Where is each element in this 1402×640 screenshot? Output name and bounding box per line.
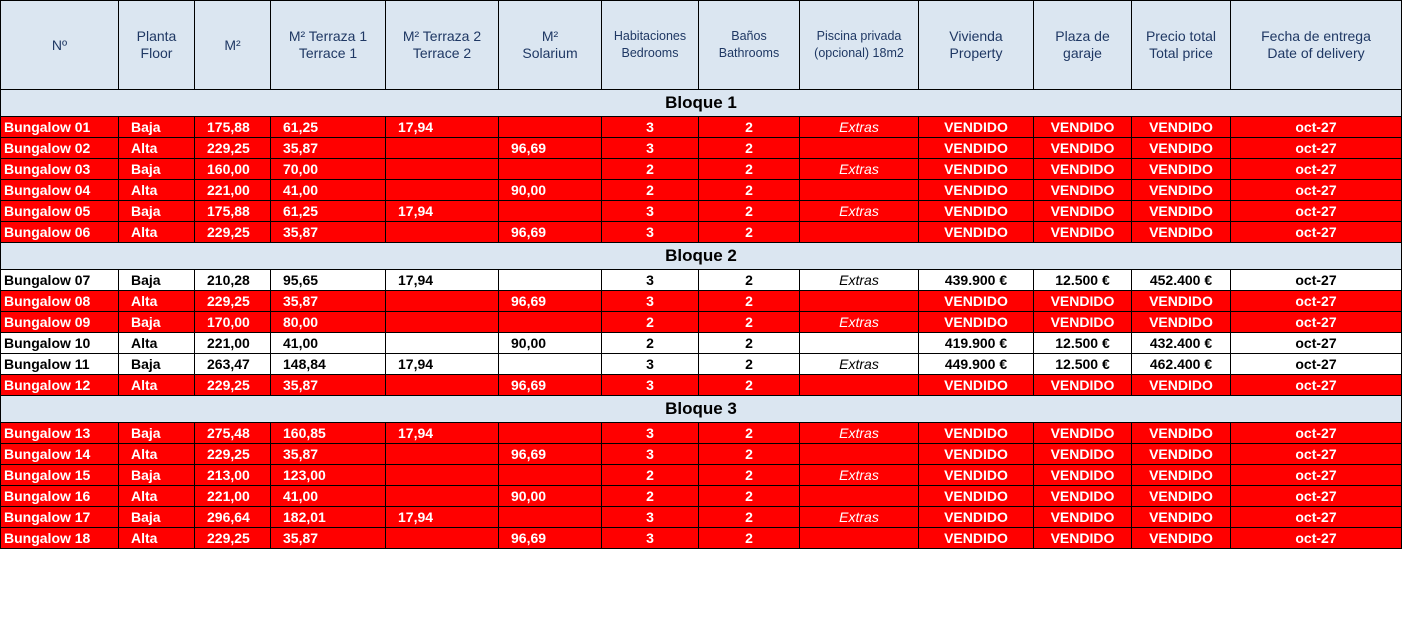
cell-garage-price: 12.500 €: [1034, 354, 1132, 375]
cell-terrace-1: 148,84: [271, 354, 386, 375]
cell-total-price: VENDIDO: [1132, 528, 1231, 549]
cell-private-pool: [800, 333, 919, 354]
cell-bedrooms: 3: [602, 375, 699, 396]
cell-garage-price: VENDIDO: [1034, 291, 1132, 312]
cell-bathrooms: 2: [699, 444, 800, 465]
cell-floor: Alta: [119, 180, 195, 201]
cell-total-price: VENDIDO: [1132, 159, 1231, 180]
cell-garage-price: VENDIDO: [1034, 486, 1132, 507]
cell-private-pool: [800, 291, 919, 312]
cell-bedrooms: 3: [602, 528, 699, 549]
cell-bathrooms: 2: [699, 333, 800, 354]
cell-property-price: VENDIDO: [919, 138, 1034, 159]
table-row: [1, 507, 1402, 528]
cell-terrace-1: 41,00: [271, 180, 386, 201]
cell-floor: Alta: [119, 444, 195, 465]
table-body: [1, 90, 1402, 549]
cell-bedrooms: 2: [602, 312, 699, 333]
cell-solarium: 96,69: [499, 375, 602, 396]
cell-total-price: 462.400 €: [1132, 354, 1231, 375]
cell-bedrooms: 3: [602, 507, 699, 528]
cell-property-price: VENDIDO: [919, 444, 1034, 465]
cell-property-price: 419.900 €: [919, 333, 1034, 354]
cell-total-price: 452.400 €: [1132, 270, 1231, 291]
cell-floor: Baja: [119, 354, 195, 375]
cell-private-pool: Extras: [800, 354, 919, 375]
cell-bathrooms: 2: [699, 222, 800, 243]
cell-bedrooms: 2: [602, 486, 699, 507]
cell-property-price: VENDIDO: [919, 507, 1034, 528]
cell-garage-price: VENDIDO: [1034, 375, 1132, 396]
cell-delivery-date: oct-27: [1231, 354, 1402, 375]
table-row: [1, 486, 1402, 507]
col-header-solarium: M² Solarium: [499, 1, 602, 90]
cell-unit-number: Bungalow 02: [1, 138, 119, 159]
col-header-bathrooms: Baños Bathrooms: [699, 1, 800, 90]
cell-terrace-2: 17,94: [386, 117, 499, 138]
table-row: [1, 375, 1402, 396]
cell-floor: Baja: [119, 270, 195, 291]
cell-floor: Baja: [119, 312, 195, 333]
cell-floor: Alta: [119, 138, 195, 159]
cell-bathrooms: 2: [699, 507, 800, 528]
cell-property-price: VENDIDO: [919, 180, 1034, 201]
cell-private-pool: [800, 138, 919, 159]
cell-private-pool: Extras: [800, 312, 919, 333]
cell-bathrooms: 2: [699, 486, 800, 507]
cell-garage-price: VENDIDO: [1034, 180, 1132, 201]
cell-solarium: [499, 159, 602, 180]
cell-area-m2: 229,25: [195, 222, 271, 243]
cell-unit-number: Bungalow 08: [1, 291, 119, 312]
block-header-row: [1, 396, 1402, 423]
col-header-delivery-date: Fecha de entrega Date of delivery: [1231, 1, 1402, 90]
cell-solarium: 96,69: [499, 222, 602, 243]
cell-terrace-2: [386, 486, 499, 507]
cell-bedrooms: 2: [602, 159, 699, 180]
cell-unit-number: Bungalow 07: [1, 270, 119, 291]
cell-delivery-date: oct-27: [1231, 291, 1402, 312]
cell-solarium: 96,69: [499, 138, 602, 159]
cell-garage-price: VENDIDO: [1034, 222, 1132, 243]
cell-terrace-2: [386, 333, 499, 354]
cell-floor: Baja: [119, 117, 195, 138]
cell-terrace-2: [386, 159, 499, 180]
cell-terrace-1: 35,87: [271, 291, 386, 312]
cell-garage-price: VENDIDO: [1034, 444, 1132, 465]
table-row: [1, 291, 1402, 312]
cell-delivery-date: oct-27: [1231, 159, 1402, 180]
cell-terrace-2: [386, 465, 499, 486]
block-title: Bloque 2: [1, 243, 1402, 270]
cell-total-price: VENDIDO: [1132, 138, 1231, 159]
cell-private-pool: Extras: [800, 201, 919, 222]
cell-floor: Alta: [119, 291, 195, 312]
cell-floor: Alta: [119, 222, 195, 243]
cell-terrace-2: 17,94: [386, 423, 499, 444]
cell-garage-price: VENDIDO: [1034, 312, 1132, 333]
table-row: [1, 159, 1402, 180]
cell-solarium: 90,00: [499, 333, 602, 354]
cell-private-pool: Extras: [800, 423, 919, 444]
cell-bathrooms: 2: [699, 354, 800, 375]
cell-floor: Baja: [119, 465, 195, 486]
cell-terrace-2: [386, 180, 499, 201]
col-header-garage: Plaza de garaje: [1034, 1, 1132, 90]
cell-unit-number: Bungalow 13: [1, 423, 119, 444]
cell-garage-price: VENDIDO: [1034, 528, 1132, 549]
cell-delivery-date: oct-27: [1231, 333, 1402, 354]
cell-terrace-2: [386, 528, 499, 549]
cell-delivery-date: oct-27: [1231, 423, 1402, 444]
cell-total-price: VENDIDO: [1132, 180, 1231, 201]
cell-private-pool: Extras: [800, 159, 919, 180]
cell-terrace-1: 35,87: [271, 222, 386, 243]
cell-area-m2: 213,00: [195, 465, 271, 486]
cell-unit-number: Bungalow 17: [1, 507, 119, 528]
table-row: [1, 465, 1402, 486]
cell-area-m2: 275,48: [195, 423, 271, 444]
cell-property-price: VENDIDO: [919, 423, 1034, 444]
cell-garage-price: VENDIDO: [1034, 423, 1132, 444]
cell-solarium: [499, 465, 602, 486]
table-row: [1, 312, 1402, 333]
cell-area-m2: 210,28: [195, 270, 271, 291]
table-row: [1, 444, 1402, 465]
cell-private-pool: Extras: [800, 507, 919, 528]
cell-floor: Alta: [119, 333, 195, 354]
block-header-row: [1, 243, 1402, 270]
cell-garage-price: 12.500 €: [1034, 333, 1132, 354]
cell-total-price: VENDIDO: [1132, 465, 1231, 486]
cell-terrace-1: 35,87: [271, 375, 386, 396]
cell-private-pool: [800, 444, 919, 465]
cell-total-price: VENDIDO: [1132, 117, 1231, 138]
cell-property-price: VENDIDO: [919, 375, 1034, 396]
cell-area-m2: 229,25: [195, 444, 271, 465]
cell-delivery-date: oct-27: [1231, 312, 1402, 333]
cell-floor: Alta: [119, 528, 195, 549]
cell-bedrooms: 3: [602, 201, 699, 222]
cell-terrace-1: 61,25: [271, 201, 386, 222]
block-title: Bloque 3: [1, 396, 1402, 423]
cell-unit-number: Bungalow 12: [1, 375, 119, 396]
cell-terrace-1: 160,85: [271, 423, 386, 444]
cell-bedrooms: 2: [602, 333, 699, 354]
cell-bathrooms: 2: [699, 465, 800, 486]
cell-area-m2: 221,00: [195, 180, 271, 201]
col-header-terrace-1: M² Terraza 1 Terrace 1: [271, 1, 386, 90]
cell-solarium: [499, 117, 602, 138]
cell-area-m2: 160,00: [195, 159, 271, 180]
cell-bedrooms: 3: [602, 270, 699, 291]
cell-terrace-2: 17,94: [386, 354, 499, 375]
cell-garage-price: VENDIDO: [1034, 465, 1132, 486]
cell-bathrooms: 2: [699, 180, 800, 201]
cell-solarium: 96,69: [499, 528, 602, 549]
cell-terrace-2: 17,94: [386, 270, 499, 291]
cell-property-price: 439.900 €: [919, 270, 1034, 291]
cell-private-pool: Extras: [800, 270, 919, 291]
cell-solarium: [499, 270, 602, 291]
cell-garage-price: VENDIDO: [1034, 201, 1132, 222]
cell-terrace-2: [386, 375, 499, 396]
cell-total-price: VENDIDO: [1132, 444, 1231, 465]
cell-unit-number: Bungalow 01: [1, 117, 119, 138]
cell-terrace-2: [386, 222, 499, 243]
cell-delivery-date: oct-27: [1231, 222, 1402, 243]
table-row: [1, 201, 1402, 222]
cell-private-pool: Extras: [800, 117, 919, 138]
col-header-total-price: Precio total Total price: [1132, 1, 1231, 90]
table-row: [1, 138, 1402, 159]
cell-area-m2: 229,25: [195, 291, 271, 312]
cell-property-price: VENDIDO: [919, 528, 1034, 549]
cell-total-price: VENDIDO: [1132, 486, 1231, 507]
cell-garage-price: VENDIDO: [1034, 159, 1132, 180]
cell-bathrooms: 2: [699, 312, 800, 333]
cell-property-price: VENDIDO: [919, 486, 1034, 507]
cell-bathrooms: 2: [699, 270, 800, 291]
cell-garage-price: VENDIDO: [1034, 117, 1132, 138]
cell-solarium: 90,00: [499, 486, 602, 507]
cell-solarium: [499, 312, 602, 333]
cell-solarium: [499, 423, 602, 444]
cell-terrace-1: 70,00: [271, 159, 386, 180]
cell-terrace-1: 95,65: [271, 270, 386, 291]
cell-bedrooms: 2: [602, 180, 699, 201]
cell-private-pool: [800, 375, 919, 396]
cell-property-price: VENDIDO: [919, 312, 1034, 333]
cell-area-m2: 229,25: [195, 528, 271, 549]
cell-delivery-date: oct-27: [1231, 528, 1402, 549]
cell-private-pool: [800, 486, 919, 507]
cell-area-m2: 296,64: [195, 507, 271, 528]
cell-unit-number: Bungalow 09: [1, 312, 119, 333]
cell-terrace-2: [386, 444, 499, 465]
cell-unit-number: Bungalow 04: [1, 180, 119, 201]
cell-solarium: 96,69: [499, 444, 602, 465]
header-row: [1, 1, 1402, 90]
cell-delivery-date: oct-27: [1231, 375, 1402, 396]
cell-delivery-date: oct-27: [1231, 270, 1402, 291]
cell-terrace-1: 123,00: [271, 465, 386, 486]
cell-floor: Alta: [119, 486, 195, 507]
cell-area-m2: 263,47: [195, 354, 271, 375]
cell-bedrooms: 3: [602, 423, 699, 444]
cell-property-price: VENDIDO: [919, 465, 1034, 486]
cell-delivery-date: oct-27: [1231, 507, 1402, 528]
table-row: [1, 354, 1402, 375]
cell-garage-price: 12.500 €: [1034, 270, 1132, 291]
cell-area-m2: 229,25: [195, 375, 271, 396]
cell-floor: Baja: [119, 423, 195, 444]
cell-garage-price: VENDIDO: [1034, 507, 1132, 528]
cell-bedrooms: 3: [602, 117, 699, 138]
col-header-number: Nº: [1, 1, 119, 90]
cell-unit-number: Bungalow 06: [1, 222, 119, 243]
cell-delivery-date: oct-27: [1231, 444, 1402, 465]
cell-bathrooms: 2: [699, 138, 800, 159]
cell-total-price: VENDIDO: [1132, 423, 1231, 444]
cell-total-price: VENDIDO: [1132, 222, 1231, 243]
cell-unit-number: Bungalow 14: [1, 444, 119, 465]
table-row: [1, 423, 1402, 444]
cell-bathrooms: 2: [699, 117, 800, 138]
cell-total-price: 432.400 €: [1132, 333, 1231, 354]
cell-delivery-date: oct-27: [1231, 201, 1402, 222]
block-header-row: [1, 90, 1402, 117]
table-row: [1, 333, 1402, 354]
cell-total-price: VENDIDO: [1132, 375, 1231, 396]
cell-area-m2: 229,25: [195, 138, 271, 159]
cell-floor: Baja: [119, 507, 195, 528]
cell-solarium: [499, 354, 602, 375]
cell-terrace-2: [386, 291, 499, 312]
cell-terrace-2: [386, 312, 499, 333]
cell-garage-price: VENDIDO: [1034, 138, 1132, 159]
table-row: [1, 222, 1402, 243]
cell-bathrooms: 2: [699, 291, 800, 312]
cell-bedrooms: 2: [602, 465, 699, 486]
cell-bedrooms: 3: [602, 138, 699, 159]
cell-unit-number: Bungalow 10: [1, 333, 119, 354]
table-row: [1, 117, 1402, 138]
col-header-floor: Planta Floor: [119, 1, 195, 90]
cell-private-pool: [800, 180, 919, 201]
cell-unit-number: Bungalow 15: [1, 465, 119, 486]
cell-delivery-date: oct-27: [1231, 465, 1402, 486]
cell-solarium: [499, 507, 602, 528]
cell-private-pool: Extras: [800, 465, 919, 486]
cell-unit-number: Bungalow 03: [1, 159, 119, 180]
cell-property-price: VENDIDO: [919, 291, 1034, 312]
cell-area-m2: 221,00: [195, 333, 271, 354]
cell-unit-number: Bungalow 05: [1, 201, 119, 222]
cell-property-price: VENDIDO: [919, 222, 1034, 243]
block-title: Bloque 1: [1, 90, 1402, 117]
cell-property-price: VENDIDO: [919, 201, 1034, 222]
cell-property-price: VENDIDO: [919, 159, 1034, 180]
cell-terrace-1: 35,87: [271, 444, 386, 465]
cell-delivery-date: oct-27: [1231, 180, 1402, 201]
table-row: [1, 180, 1402, 201]
cell-bedrooms: 3: [602, 444, 699, 465]
cell-private-pool: [800, 222, 919, 243]
cell-terrace-2: 17,94: [386, 201, 499, 222]
cell-bedrooms: 3: [602, 291, 699, 312]
cell-bathrooms: 2: [699, 528, 800, 549]
cell-area-m2: 221,00: [195, 486, 271, 507]
cell-unit-number: Bungalow 16: [1, 486, 119, 507]
cell-terrace-1: 35,87: [271, 528, 386, 549]
cell-delivery-date: oct-27: [1231, 117, 1402, 138]
cell-private-pool: [800, 528, 919, 549]
cell-total-price: VENDIDO: [1132, 312, 1231, 333]
cell-floor: Alta: [119, 375, 195, 396]
cell-unit-number: Bungalow 11: [1, 354, 119, 375]
cell-delivery-date: oct-27: [1231, 486, 1402, 507]
cell-terrace-1: 41,00: [271, 486, 386, 507]
cell-unit-number: Bungalow 18: [1, 528, 119, 549]
col-header-property: Vivienda Property: [919, 1, 1034, 90]
table-row: [1, 528, 1402, 549]
cell-bathrooms: 2: [699, 375, 800, 396]
cell-terrace-1: 80,00: [271, 312, 386, 333]
cell-terrace-1: 182,01: [271, 507, 386, 528]
cell-property-price: 449.900 €: [919, 354, 1034, 375]
cell-bedrooms: 3: [602, 354, 699, 375]
table-row: [1, 270, 1402, 291]
cell-total-price: VENDIDO: [1132, 507, 1231, 528]
col-header-m2: M²: [195, 1, 271, 90]
cell-terrace-2: 17,94: [386, 507, 499, 528]
cell-bedrooms: 3: [602, 222, 699, 243]
cell-floor: Baja: [119, 159, 195, 180]
cell-area-m2: 175,88: [195, 117, 271, 138]
cell-area-m2: 170,00: [195, 312, 271, 333]
cell-solarium: [499, 201, 602, 222]
cell-bathrooms: 2: [699, 159, 800, 180]
col-header-terrace-2: M² Terraza 2 Terrace 2: [386, 1, 499, 90]
cell-terrace-1: 61,25: [271, 117, 386, 138]
cell-total-price: VENDIDO: [1132, 201, 1231, 222]
cell-area-m2: 175,88: [195, 201, 271, 222]
cell-solarium: 96,69: [499, 291, 602, 312]
cell-bathrooms: 2: [699, 423, 800, 444]
cell-floor: Baja: [119, 201, 195, 222]
col-header-private-pool: Piscina privada (opcional) 18m2: [800, 1, 919, 90]
cell-delivery-date: oct-27: [1231, 138, 1402, 159]
cell-terrace-1: 35,87: [271, 138, 386, 159]
cell-terrace-1: 41,00: [271, 333, 386, 354]
cell-total-price: VENDIDO: [1132, 291, 1231, 312]
col-header-bedrooms: Habitaciones Bedrooms: [602, 1, 699, 90]
cell-solarium: 90,00: [499, 180, 602, 201]
cell-bathrooms: 2: [699, 201, 800, 222]
cell-terrace-2: [386, 138, 499, 159]
cell-property-price: VENDIDO: [919, 117, 1034, 138]
